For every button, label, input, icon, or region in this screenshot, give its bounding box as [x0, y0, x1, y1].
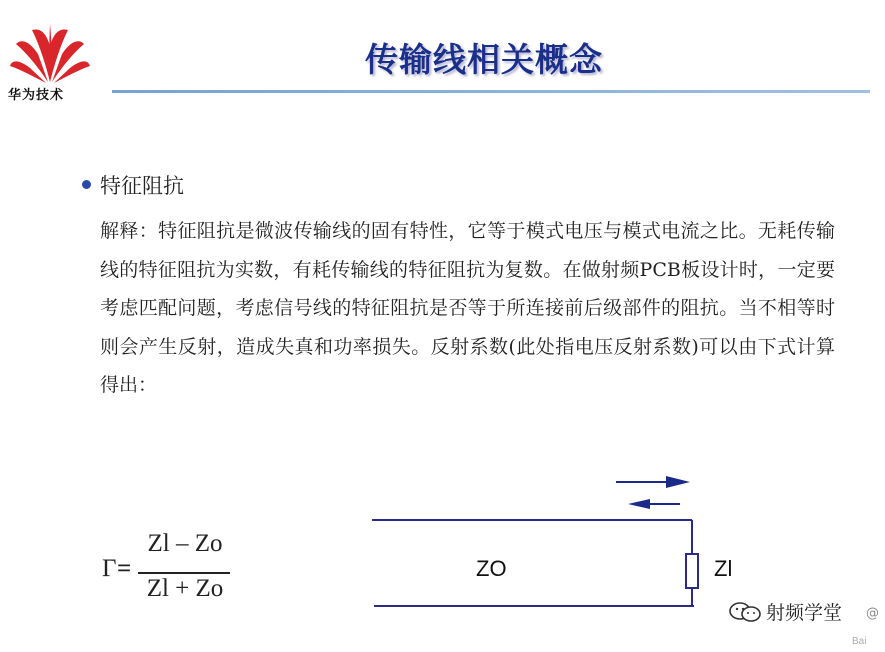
formula-fraction-line: [138, 572, 230, 574]
incident-arrow-icon: [616, 476, 690, 488]
load-resistor-icon: [686, 554, 698, 588]
reflected-arrow-icon: [628, 499, 680, 509]
logo-petals-icon: [10, 24, 90, 83]
transmission-line-diagram: [360, 470, 780, 620]
formula-gamma: Γ: [102, 555, 117, 582]
bullet-icon: [82, 180, 91, 189]
logo-text: 华为技术: [8, 88, 65, 103]
formula-equals: =: [117, 555, 132, 582]
reflection-formula: [100, 528, 360, 618]
page-title: 传输线相关概念: [365, 40, 603, 79]
formula-numerator: Zl – Zo: [147, 530, 223, 557]
watermark-at: @: [866, 606, 879, 621]
load-impedance-label: Zl: [714, 556, 733, 581]
watermark: [728, 598, 842, 625]
formula-denominator: Zl + Zo: [146, 575, 224, 602]
wechat-icon: [728, 601, 762, 623]
section-heading: 特征阻抗: [100, 174, 184, 198]
explanation-paragraph: 解释：特征阻抗是微波传输线的固有特性，它等于模式电压与模式电流之比。无耗传输线的特征阻抗为实数，有耗传输线的特征阻抗为复数。在做射频PCB板设计时，一定要考虑匹配问题，考虑信号线的特征阻抗是否等于所连接前后级部件的阻抗。当不相等时则会产生反射，造成失真和功率损失。反射系数(此处指电压反射系数)可以由下式计算得出：: [100, 220, 835, 396]
baidu-watermark: Bai: [852, 636, 867, 647]
title-divider: [112, 90, 870, 93]
watermark-brand: 射频学堂: [766, 602, 843, 624]
line-impedance-label: ZO: [476, 556, 507, 581]
